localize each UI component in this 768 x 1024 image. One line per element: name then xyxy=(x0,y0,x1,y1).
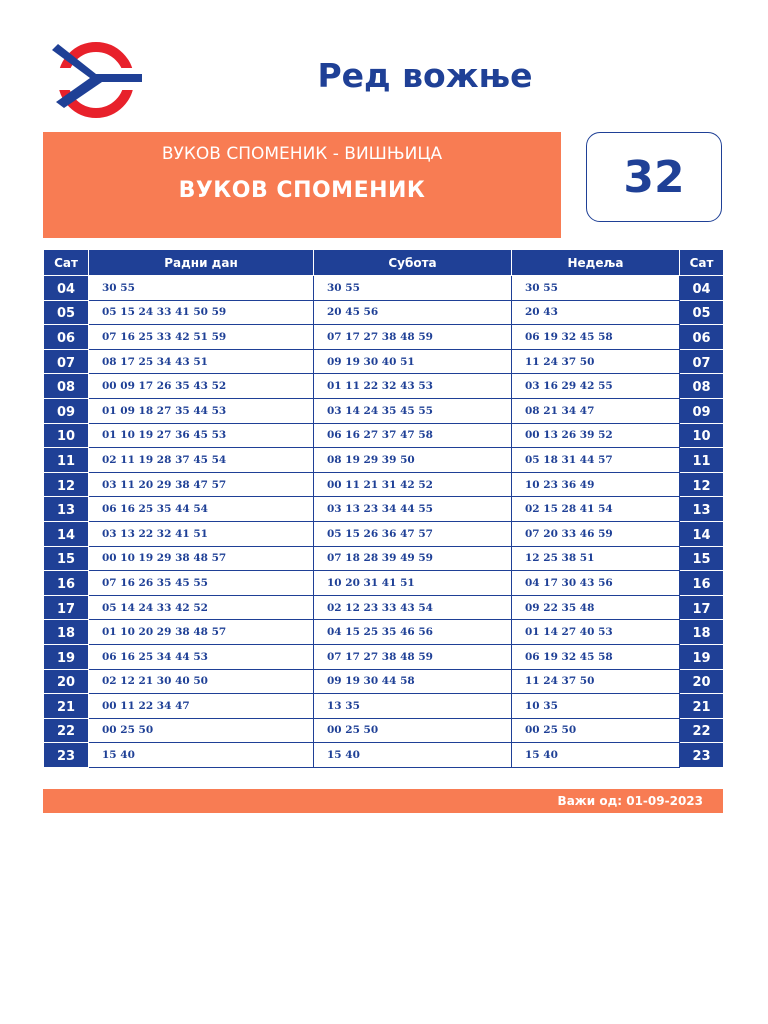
weekday-minutes-cell: 02 11 19 28 37 45 54 xyxy=(89,448,314,473)
saturday-minutes-cell: 02 12 23 33 43 54 xyxy=(314,595,512,620)
hour-cell-right: 20 xyxy=(680,669,724,694)
timetable xyxy=(43,249,724,768)
hour-cell-right: 19 xyxy=(680,644,724,669)
saturday-minutes-cell: 05 15 26 36 47 57 xyxy=(314,521,512,546)
hour-cell: 23 xyxy=(44,743,89,768)
weekday-minutes-cell: 05 14 24 33 42 52 xyxy=(89,595,314,620)
weekday-minutes-cell: 06 16 25 35 44 54 xyxy=(89,497,314,522)
saturday-minutes-cell: 01 11 22 32 43 53 xyxy=(314,374,512,399)
table-row xyxy=(44,595,724,620)
sunday-minutes-cell: 12 25 38 51 xyxy=(512,546,680,571)
sunday-minutes-cell: 09 22 35 48 xyxy=(512,595,680,620)
saturday-minutes-cell: 04 15 25 35 46 56 xyxy=(314,620,512,645)
saturday-minutes-cell: 06 16 27 37 47 58 xyxy=(314,423,512,448)
table-row xyxy=(44,644,724,669)
weekday-minutes-cell: 03 11 20 29 38 47 57 xyxy=(89,472,314,497)
hour-cell-right: 18 xyxy=(680,620,724,645)
saturday-minutes-cell: 00 11 21 31 42 52 xyxy=(314,472,512,497)
saturday-minutes-cell: 20 45 56 xyxy=(314,300,512,325)
saturday-minutes-cell: 07 18 28 39 49 59 xyxy=(314,546,512,571)
table-row xyxy=(44,448,724,473)
table-row xyxy=(44,718,724,743)
weekday-minutes-cell: 00 09 17 26 35 43 52 xyxy=(89,374,314,399)
page-title: Ред вожње xyxy=(317,56,533,95)
sunday-minutes-cell: 15 40 xyxy=(512,743,680,768)
saturday-minutes-cell: 07 17 27 38 48 59 xyxy=(314,325,512,350)
weekday-minutes-cell: 05 15 24 33 41 50 59 xyxy=(89,300,314,325)
hour-cell: 04 xyxy=(44,276,89,301)
table-row xyxy=(44,423,724,448)
hour-cell-right: 13 xyxy=(680,497,724,522)
weekday-minutes-cell: 01 09 18 27 35 44 53 xyxy=(89,398,314,423)
saturday-column-header: Субота xyxy=(314,250,512,276)
weekday-minutes-cell: 01 10 20 29 38 48 57 xyxy=(89,620,314,645)
hour-cell-right: 14 xyxy=(680,521,724,546)
hour-cell-right: 22 xyxy=(680,718,724,743)
hour-cell: 15 xyxy=(44,546,89,571)
hour-cell: 18 xyxy=(44,620,89,645)
hour-cell: 05 xyxy=(44,300,89,325)
hour-cell: 08 xyxy=(44,374,89,399)
sunday-minutes-cell: 02 15 28 41 54 xyxy=(512,497,680,522)
saturday-minutes-cell: 00 25 50 xyxy=(314,718,512,743)
weekday-minutes-cell: 00 10 19 29 38 48 57 xyxy=(89,546,314,571)
hour-cell-right: 16 xyxy=(680,571,724,596)
hour-cell: 10 xyxy=(44,423,89,448)
sunday-minutes-cell: 01 14 27 40 53 xyxy=(512,620,680,645)
hour-cell: 17 xyxy=(44,595,89,620)
table-row xyxy=(44,300,724,325)
hour-cell-right: 07 xyxy=(680,349,724,374)
hour-cell-right: 17 xyxy=(680,595,724,620)
hour-cell-right: 04 xyxy=(680,276,724,301)
saturday-minutes-cell: 07 17 27 38 48 59 xyxy=(314,644,512,669)
table-row xyxy=(44,669,724,694)
sunday-minutes-cell: 30 55 xyxy=(512,276,680,301)
hour-column-header-right: Сат xyxy=(680,250,724,276)
hour-cell-right: 10 xyxy=(680,423,724,448)
sunday-minutes-cell: 00 13 26 39 52 xyxy=(512,423,680,448)
sunday-minutes-cell: 04 17 30 43 56 xyxy=(512,571,680,596)
weekday-minutes-cell: 03 13 22 32 41 51 xyxy=(89,521,314,546)
sunday-minutes-cell: 11 24 37 50 xyxy=(512,669,680,694)
weekday-minutes-cell: 07 16 26 35 45 55 xyxy=(89,571,314,596)
sunday-column-header: Недеља xyxy=(512,250,680,276)
table-row xyxy=(44,398,724,423)
sunday-minutes-cell: 06 19 32 45 58 xyxy=(512,644,680,669)
footer-bar xyxy=(43,789,723,813)
weekday-minutes-cell: 00 25 50 xyxy=(89,718,314,743)
table-row xyxy=(44,546,724,571)
hour-cell-right: 15 xyxy=(680,546,724,571)
hour-cell: 13 xyxy=(44,497,89,522)
saturday-minutes-cell: 08 19 29 39 50 xyxy=(314,448,512,473)
saturday-minutes-cell: 03 14 24 35 45 55 xyxy=(314,398,512,423)
hour-column-header: Сат xyxy=(44,250,89,276)
city-transport-logo-icon xyxy=(50,38,146,118)
table-row xyxy=(44,743,724,768)
saturday-minutes-cell: 03 13 23 34 44 55 xyxy=(314,497,512,522)
hour-cell-right: 05 xyxy=(680,300,724,325)
hour-cell: 19 xyxy=(44,644,89,669)
sunday-minutes-cell: 03 16 29 42 55 xyxy=(512,374,680,399)
table-row xyxy=(44,276,724,301)
table-row xyxy=(44,472,724,497)
sunday-minutes-cell: 11 24 37 50 xyxy=(512,349,680,374)
hour-cell: 11 xyxy=(44,448,89,473)
saturday-minutes-cell: 30 55 xyxy=(314,276,512,301)
weekday-minutes-cell: 08 17 25 34 43 51 xyxy=(89,349,314,374)
route-banner xyxy=(43,132,561,238)
saturday-minutes-cell: 13 35 xyxy=(314,694,512,719)
line-number-badge: 32 xyxy=(586,132,722,222)
stop-name: ВУКОВ СПОМЕНИК xyxy=(178,178,426,203)
table-row xyxy=(44,374,724,399)
saturday-minutes-cell: 10 20 31 41 51 xyxy=(314,571,512,596)
table-row xyxy=(44,325,724,350)
weekday-minutes-cell: 30 55 xyxy=(89,276,314,301)
weekday-minutes-cell: 00 11 22 34 47 xyxy=(89,694,314,719)
hour-cell-right: 12 xyxy=(680,472,724,497)
hour-cell-right: 23 xyxy=(680,743,724,768)
hour-cell: 14 xyxy=(44,521,89,546)
weekday-column-header: Радни дан xyxy=(89,250,314,276)
table-row xyxy=(44,571,724,596)
hour-cell: 16 xyxy=(44,571,89,596)
weekday-minutes-cell: 07 16 25 33 42 51 59 xyxy=(89,325,314,350)
table-row xyxy=(44,349,724,374)
saturday-minutes-cell: 15 40 xyxy=(314,743,512,768)
hour-cell-right: 21 xyxy=(680,694,724,719)
hour-cell: 21 xyxy=(44,694,89,719)
sunday-minutes-cell: 07 20 33 46 59 xyxy=(512,521,680,546)
sunday-minutes-cell: 06 19 32 45 58 xyxy=(512,325,680,350)
weekday-minutes-cell: 02 12 21 30 40 50 xyxy=(89,669,314,694)
sunday-minutes-cell: 00 25 50 xyxy=(512,718,680,743)
sunday-minutes-cell: 08 21 34 47 xyxy=(512,398,680,423)
timetable-header-row xyxy=(44,250,724,276)
weekday-minutes-cell: 06 16 25 34 44 53 xyxy=(89,644,314,669)
saturday-minutes-cell: 09 19 30 40 51 xyxy=(314,349,512,374)
weekday-minutes-cell: 15 40 xyxy=(89,743,314,768)
hour-cell-right: 08 xyxy=(680,374,724,399)
sunday-minutes-cell: 20 43 xyxy=(512,300,680,325)
sunday-minutes-cell: 10 35 xyxy=(512,694,680,719)
weekday-minutes-cell: 01 10 19 27 36 45 53 xyxy=(89,423,314,448)
table-row xyxy=(44,694,724,719)
route-name: ВУКОВ СПОМЕНИК - ВИШЊИЦА xyxy=(161,144,443,164)
sunday-minutes-cell: 10 23 36 49 xyxy=(512,472,680,497)
hour-cell: 22 xyxy=(44,718,89,743)
hour-cell-right: 11 xyxy=(680,448,724,473)
saturday-minutes-cell: 09 19 30 44 58 xyxy=(314,669,512,694)
table-row xyxy=(44,620,724,645)
sunday-minutes-cell: 05 18 31 44 57 xyxy=(512,448,680,473)
table-row xyxy=(44,497,724,522)
valid-from-date: Важи од: 01-09-2023 xyxy=(557,794,703,808)
hour-cell: 12 xyxy=(44,472,89,497)
hour-cell-right: 06 xyxy=(680,325,724,350)
hour-cell: 06 xyxy=(44,325,89,350)
table-row xyxy=(44,521,724,546)
hour-cell-right: 09 xyxy=(680,398,724,423)
hour-cell: 20 xyxy=(44,669,89,694)
timetable-body xyxy=(44,276,724,768)
hour-cell: 09 xyxy=(44,398,89,423)
hour-cell: 07 xyxy=(44,349,89,374)
